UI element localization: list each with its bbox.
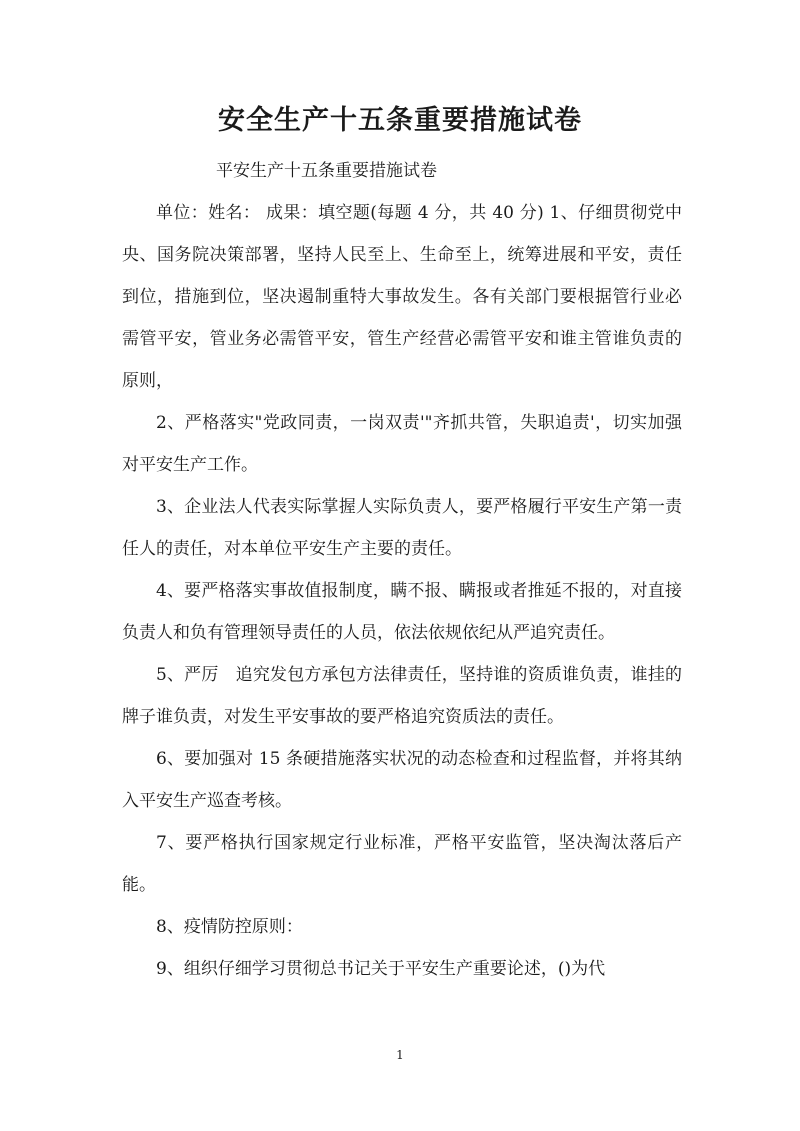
paragraph-8: 8、疫情防控原则： [156,917,303,937]
paragraph-1: 单位：姓名： 成果：填空题(每题 4 分，共 40 分) 1、仔细贯彻党中央、国务院决策部署，坚持人民至上、生命至上，统筹进展和平安，责任到位，措施到位，坚决遏制重特大事故发生。各有关部门要根据管行业必需管平安，管业务必需管平安，管生产经营必需管平安和谁主管谁负责的原则， [122,203,682,391]
paragraph-2: 2、严格落实"党政同责，一岗双责'"齐抓共管，失职追责'，切实加强对平安生产工作。 [122,413,682,475]
paragraph-4: 4、要严格落实事故值报制度，瞒不报、瞒报或者推延不报的，对直接负责人和负有管理领导责任的人员，依法依规依纪从严追究责任。 [122,581,682,643]
paragraph-5: 5、严厉 追究发包方承包方法律责任，坚持谁的资质谁负责，谁挂的牌子谁负责，对发生平安事故的要严格追究资质法的责任。 [122,665,682,727]
page-number: 1 [396,1048,404,1062]
paragraph-6: 6、要加强对 15 条硬措施落实状况的动态检查和过程监督，并将其纳入平安生产巡查考核。 [122,749,682,811]
document-body [122,150,682,990]
document-title: 安全生产十五条重要措施试卷 [218,105,582,136]
paragraph-7: 7、要严格执行国家规定行业标准，严格平安监管，坚决淘汰落后产能。 [122,833,682,895]
paragraph-3: 3、企业法人代表实际掌握人实际负责人，要严格履行平安生产第一责任人的责任，对本单位平安生产主要的责任。 [122,497,682,559]
document-subtitle: 平安生产十五条重要措施试卷 [216,161,437,181]
paragraph-9: 9、组织仔细学习贯彻总书记关于平安生产重要论述，()为代 [156,959,606,979]
